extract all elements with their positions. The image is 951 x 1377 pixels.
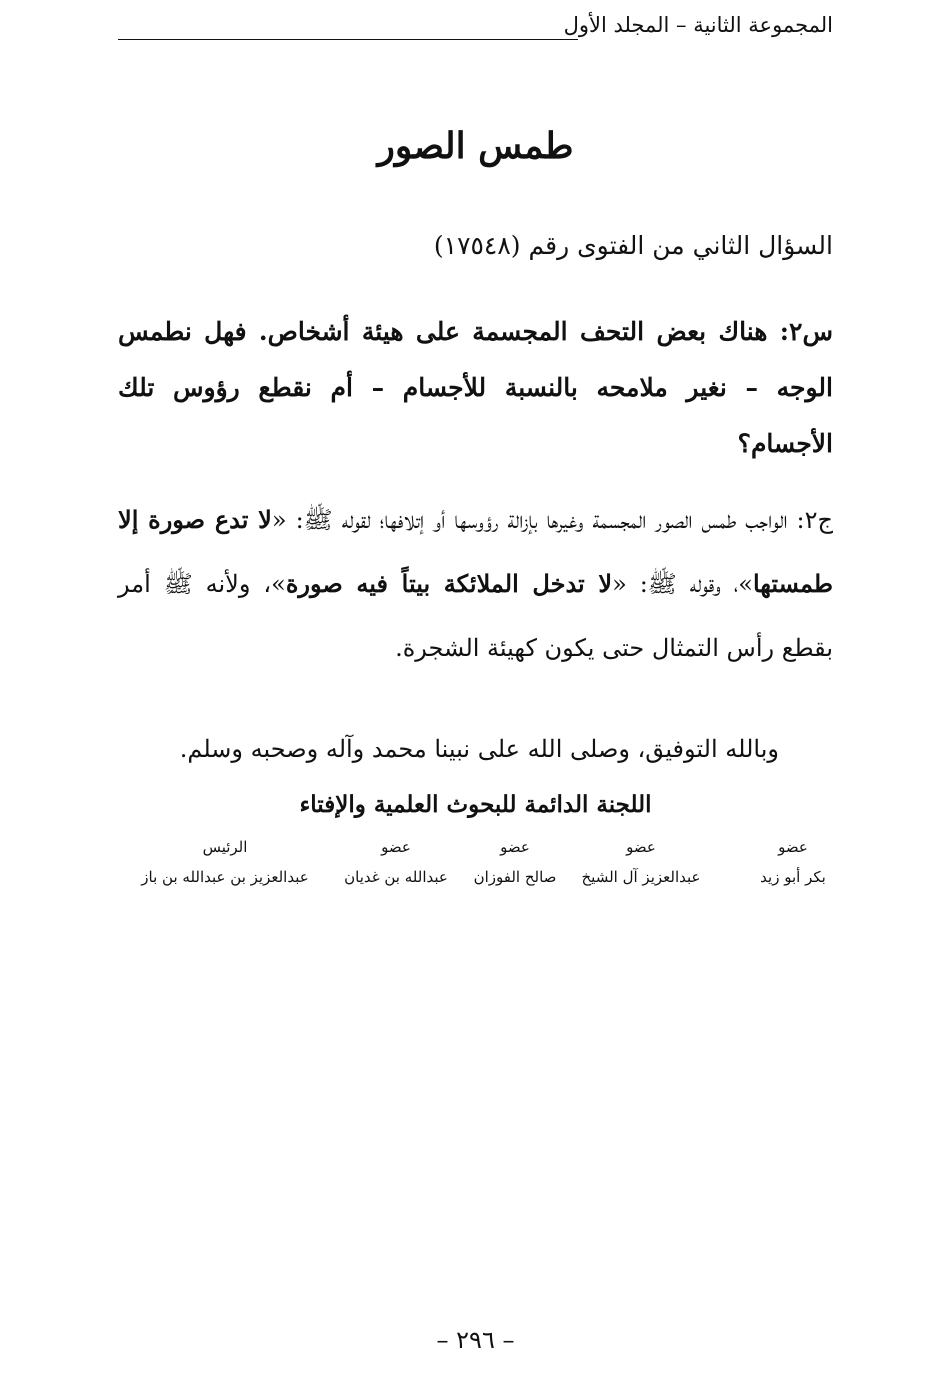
committee-name: اللجنة الدائمة للبحوث العلمية والإفتاء [299, 791, 652, 818]
answer-part-1: ج٢: الواجب طمس الصور المجسمة وغيرها بإزالة رؤوسها أو إتلافها؛ لقوله ﷺ: « [271, 506, 833, 534]
signatory-member-1 [743, 834, 843, 894]
signatory-role: الرئيس [202, 838, 248, 856]
signatory-name: صالح الفوزان [473, 868, 557, 886]
signatory-role: عضو [626, 838, 656, 856]
signatory-name: عبدالعزيز آل الشيخ [581, 868, 701, 886]
page-number: – ٢٩٦ – [436, 1326, 515, 1354]
hadith-quote-1: لا تدع صورة إلا طمستها [118, 505, 833, 598]
signatory-role: عضو [778, 838, 808, 856]
signatory-member-2 [561, 834, 721, 894]
signatory-name: عبدالعزيز بن عبدالله بن باز [141, 868, 309, 886]
signatories [118, 834, 833, 904]
page-title: طمس الصور [377, 125, 574, 167]
hadith-quote-2: لا تدخل الملائكة بيتاً فيه صورة [285, 569, 613, 598]
running-header [118, 10, 833, 52]
signatory-president [105, 834, 345, 894]
answer-part-2: »، وقوله ﷺ: « [612, 570, 753, 598]
fatwa-reference: السؤال الثاني من الفتوى رقم (١٧٥٤٨) [433, 231, 833, 260]
running-header-title: المجموعة الثانية – المجلد الأول [563, 13, 833, 37]
signatory-role: عضو [500, 838, 530, 856]
answer-text [118, 488, 833, 680]
signatory-member-4 [336, 834, 456, 894]
answer-part-3: »، ولأنه ﷺ أمر بقطع رأس التمثال حتى يكون كهيئة الشجرة. [118, 570, 833, 662]
signatory-role: عضو [381, 838, 411, 856]
closing-prayer: وبالله التوفيق، وصلى الله على نبينا محمد وآله وصحبه وسلم. [179, 735, 779, 763]
signatory-name: بكر أبو زيد [760, 868, 826, 886]
signatory-name: عبدالله بن غديان [344, 868, 448, 886]
header-rule [118, 39, 578, 40]
signatory-member-3 [455, 834, 575, 894]
question-text: س٢: هناك بعض التحف المجسمة على هيئة أشخاص. فهل نطمس الوجه – نغير ملامحه بالنسبة للأجسام – أم نقطع رؤوس تلك الأجسام؟ [118, 317, 833, 458]
